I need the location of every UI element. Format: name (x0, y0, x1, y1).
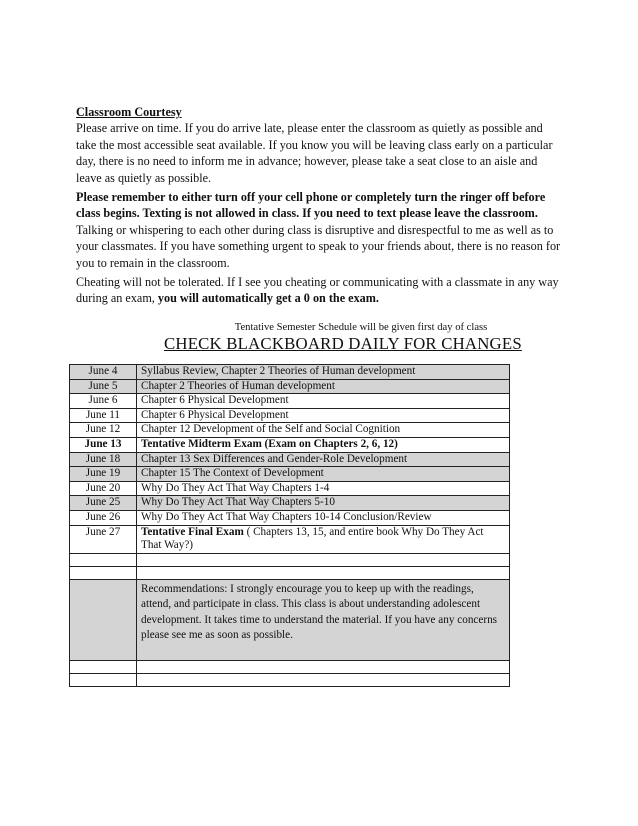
schedule-row (70, 452, 510, 467)
schedule-date: June 6 (70, 394, 137, 409)
schedule-topic: Why Do They Act That Way Chapters 1-4 (137, 481, 510, 496)
schedule-topic-bold: Tentative Final Exam (141, 525, 244, 538)
schedule-row (70, 510, 510, 525)
schedule-row (70, 437, 510, 452)
schedule-topic: Chapter 6 Physical Development (137, 394, 510, 409)
cheating-policy-body: Cheating will not be tolerated. If I see you cheating or communicating with a classmate in any way during an exam, (76, 275, 559, 306)
cell-phone-policy-bold: Please remember to either turn off your cell phone or completely turn the ringer off before class begins. Texting is not allowed in class. If you need to text please leave the classroom. (76, 190, 546, 221)
schedule-blank-row (70, 660, 510, 673)
schedule-table-body (70, 365, 510, 687)
schedule-date-cell (70, 660, 137, 673)
schedule-blank-row (70, 673, 510, 686)
schedule-topic: Chapter 15 The Context of Development (137, 467, 510, 482)
schedule-topic-rest: ( Chapters 13, 15, and entire book Why Do They Act That Way?) (141, 525, 484, 552)
schedule-date: June 26 (70, 510, 137, 525)
schedule-row (70, 408, 510, 423)
cheating-policy-section (76, 274, 566, 307)
schedule-topic: Chapter 2 Theories of Human development (137, 379, 510, 394)
blackboard-notice: CHECK BLACKBOARD DAILY FOR CHANGES (164, 334, 522, 353)
schedule-topic: Why Do They Act That Way Chapters 5-10 (137, 496, 510, 511)
schedule-date-cell (70, 566, 137, 579)
schedule-date: June 25 (70, 496, 137, 511)
schedule-table (69, 364, 510, 687)
schedule-topic: Chapter 6 Physical Development (137, 408, 510, 423)
schedule-topic: Why Do They Act That Way Chapters 10-14 Conclusion/Review (137, 510, 510, 525)
cell-phone-policy-body: Talking or whispering to each other during class is disruptive and disrespectful to me as well as to your classmates. If you have something urgent to speak to your friends about, there is no reason for you to remain in the classroom. (76, 222, 561, 270)
schedule-note (0, 322, 638, 333)
schedule-row (70, 496, 510, 511)
schedule-row (70, 379, 510, 394)
schedule-topic-cell (137, 553, 510, 566)
schedule-date: June 5 (70, 379, 137, 394)
schedule-note-text: Tentative Semester Schedule will be given first day of class (234, 322, 488, 333)
classroom-courtesy-body: Please arrive on time. If you do arrive late, please enter the classroom as quietly as possible and take the most accessible seat available. If you know you will be leaving class early on a particular day, there is no need to inform me in advance; however, please take a seat close to an aisle and leave as quietly as possible. (76, 121, 553, 185)
schedule-date: June 20 (70, 481, 137, 496)
cheating-policy-bold: you will automatically get a 0 on the exam. (157, 291, 379, 306)
schedule-row (70, 481, 510, 496)
recommendations-row (70, 579, 510, 660)
schedule-date-cell (70, 553, 137, 566)
schedule-topic-cell (137, 566, 510, 579)
schedule-date: June 27 (70, 525, 137, 553)
classroom-courtesy-heading: Classroom Courtesy (76, 105, 182, 119)
schedule-date-cell (70, 579, 137, 660)
schedule-date: June 18 (70, 452, 137, 467)
schedule-date-cell (70, 673, 137, 686)
schedule-blank-row (70, 566, 510, 579)
schedule-topic (137, 525, 510, 553)
schedule-topic-cell (137, 673, 510, 686)
schedule-row (70, 525, 510, 553)
schedule-blank-row (70, 553, 510, 566)
schedule-date: June 11 (70, 408, 137, 423)
schedule-row (70, 394, 510, 409)
cell-phone-policy-section (76, 189, 566, 271)
schedule-row (70, 365, 510, 380)
schedule-topic: Chapter 12 Development of the Self and Social Cognition (137, 423, 510, 438)
recommendations-text: Recommendations: I strongly encourage you to keep up with the readings, attend, and participate in class. This class is about understanding adolescent development. It takes time to understand the material. If you have any concerns please see me as soon as possible. (137, 579, 510, 660)
schedule-date: June 13 (70, 437, 137, 452)
schedule-date: June 12 (70, 423, 137, 438)
classroom-courtesy-section (76, 104, 566, 186)
schedule-topic: Syllabus Review, Chapter 2 Theories of Human development (137, 365, 510, 380)
schedule-date: June 4 (70, 365, 137, 380)
schedule-topic: Tentative Midterm Exam (Exam on Chapters 2, 6, 12) (137, 437, 510, 452)
schedule-date: June 19 (70, 467, 137, 482)
schedule-topic: Chapter 13 Sex Differences and Gender-Role Development (137, 452, 510, 467)
schedule-row (70, 467, 510, 482)
schedule-row (70, 423, 510, 438)
schedule-topic-cell (137, 660, 510, 673)
